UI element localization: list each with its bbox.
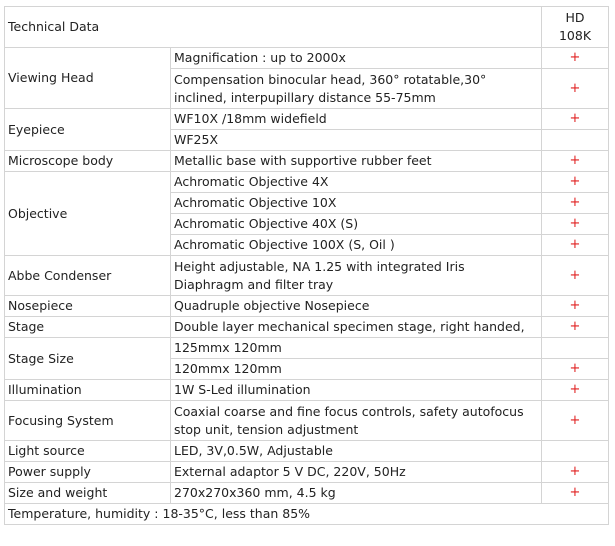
row-mark: + [542,172,609,193]
model-header [542,7,609,48]
row-mark: + [542,235,609,256]
row-desc: Double layer mechanical specimen stage, right handed, [171,317,542,338]
row-desc: 1W S-Led illumination [171,380,542,401]
table-row [5,109,609,130]
row-label: Light source [5,441,171,462]
model-line-2: 108K [558,28,592,43]
row-label: Stage Size [5,338,171,380]
row-desc: 125mmx 120mm [171,338,542,359]
row-desc: Magnification : up to 2000x [171,48,542,69]
row-label: Abbe Condenser [5,256,171,296]
model-line-1: HD [565,10,585,25]
row-mark [542,130,609,151]
row-mark [542,441,609,462]
table-row [5,172,609,193]
row-mark: + [542,483,609,504]
technical-data-table [4,6,609,525]
table-row [5,441,609,462]
row-desc: 120mmx 120mm [171,359,542,380]
row-desc: Compensation binocular head, 360° rotatable,30° inclined, interpupillary distance 55-75mm [171,69,542,109]
row-mark: + [542,193,609,214]
table-row [5,483,609,504]
table-row [5,317,609,338]
table-row [5,256,609,296]
row-desc: 270x270x360 mm, 4.5 kg [171,483,542,504]
row-desc: Quadruple objective Nosepiece [171,296,542,317]
row-mark: + [542,109,609,130]
row-desc: External adaptor 5 V DC, 220V, 50Hz [171,462,542,483]
row-label: Objective [5,172,171,256]
table-header-row [5,7,609,48]
table-row [5,296,609,317]
row-desc: Achromatic Objective 4X [171,172,542,193]
row-mark: + [542,69,609,109]
row-label: Power supply [5,462,171,483]
row-label: Stage [5,317,171,338]
footer-note: Temperature, humidity : 18-35°C, less than 85% [5,504,609,525]
row-label: Illumination [5,380,171,401]
row-mark: + [542,296,609,317]
row-mark: + [542,214,609,235]
table-row [5,462,609,483]
row-desc: Coaxial coarse and fine focus controls, safety autofocus stop unit, tension adjustment [171,401,542,441]
row-desc: Achromatic Objective 10X [171,193,542,214]
row-label: Focusing System [5,401,171,441]
row-mark: + [542,256,609,296]
row-label: Size and weight [5,483,171,504]
row-desc: Achromatic Objective 100X (S, Oil ) [171,235,542,256]
row-label: Eyepiece [5,109,171,151]
row-mark: + [542,359,609,380]
row-desc: Metallic base with supportive rubber feet [171,151,542,172]
table-row [5,151,609,172]
table-row [5,48,609,69]
row-mark: + [542,317,609,338]
row-label: Microscope body [5,151,171,172]
row-desc: Height adjustable, NA 1.25 with integrated Iris Diaphragm and filter tray [171,256,542,296]
row-desc: WF10X /18mm widefield [171,109,542,130]
row-mark: + [542,48,609,69]
table-row [5,338,609,359]
row-mark: + [542,401,609,441]
row-mark: + [542,151,609,172]
table-row [5,401,609,441]
row-desc: WF25X [171,130,542,151]
table-footer-row [5,504,609,525]
row-desc: LED, 3V,0.5W, Adjustable [171,441,542,462]
row-label: Nosepiece [5,296,171,317]
row-desc: Achromatic Objective 40X (S) [171,214,542,235]
table-row [5,380,609,401]
table-title: Technical Data [5,7,542,48]
row-mark: + [542,462,609,483]
row-mark [542,338,609,359]
row-mark: + [542,380,609,401]
row-label: Viewing Head [5,48,171,109]
